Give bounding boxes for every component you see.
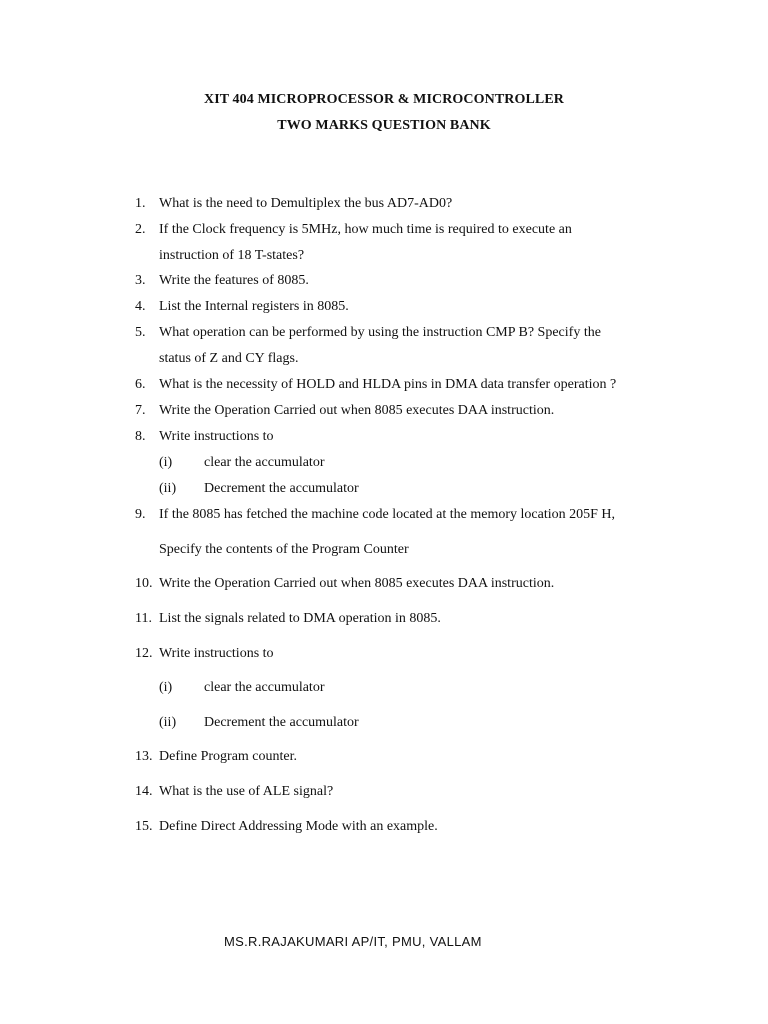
question-number: 9.	[135, 507, 146, 522]
question-number: 4.	[135, 299, 146, 314]
question-number: 3.	[135, 273, 146, 288]
question-text: Write the Operation Carried out when 8085 executes DAA instruction.	[159, 403, 555, 418]
question-number: 15.	[135, 819, 153, 834]
sub-item-text: Decrement the accumulator	[204, 715, 359, 730]
sub-item-label: (i)	[159, 680, 173, 695]
question-text: What is the use of ALE signal?	[159, 784, 334, 799]
question-number: 7.	[135, 403, 146, 418]
question-number: 10.	[135, 576, 153, 591]
question-text: Define Direct Addressing Mode with an example.	[159, 819, 438, 834]
question-number: 2.	[135, 222, 146, 237]
author-footer: MS.R.RAJAKUMARI AP/IT, PMU, VALLAM	[224, 934, 482, 949]
question-text: Define Program counter.	[159, 749, 298, 764]
question-text-continued: status of Z and CY flags.	[159, 351, 299, 366]
question-text-continued: instruction of 18 T-states?	[159, 248, 305, 263]
question-text: What is the necessity of HOLD and HLDA pins in DMA data transfer operation ?	[159, 377, 617, 392]
sub-item-label: (ii)	[159, 715, 177, 730]
sub-item-text: clear the accumulator	[204, 455, 325, 470]
question-number: 14.	[135, 784, 153, 799]
question-text: Write instructions to	[159, 429, 274, 444]
question-text-continued: Specify the contents of the Program Counter	[159, 542, 409, 557]
document-subtitle: TWO MARKS QUESTION BANK	[277, 118, 491, 133]
sub-item-label: (ii)	[159, 481, 177, 496]
question-number: 1.	[135, 196, 146, 211]
course-title: XIT 404 MICROPROCESSOR & MICROCONTROLLER	[204, 92, 564, 107]
sub-item-text: Decrement the accumulator	[204, 481, 359, 496]
question-text: If the 8085 has fetched the machine code located at the memory location 205F H,	[159, 507, 616, 522]
sub-item-text: clear the accumulator	[204, 680, 325, 695]
question-text: What is the need to Demultiplex the bus AD7-AD0?	[159, 196, 453, 211]
question-number: 8.	[135, 429, 146, 444]
question-text: Write the features of 8085.	[159, 273, 309, 288]
question-text: If the Clock frequency is 5MHz, how much time is required to execute an	[159, 222, 572, 237]
question-number: 6.	[135, 377, 146, 392]
question-number: 12.	[135, 646, 153, 661]
question-text: List the Internal registers in 8085.	[159, 299, 349, 314]
question-text: What operation can be performed by using the instruction CMP B? Specify the	[159, 325, 601, 340]
question-text: Write the Operation Carried out when 8085 executes DAA instruction.	[159, 576, 555, 591]
question-number: 5.	[135, 325, 146, 340]
question-text: List the signals related to DMA operation in 8085.	[159, 611, 441, 626]
question-number: 11.	[135, 611, 152, 626]
sub-item-label: (i)	[159, 455, 173, 470]
question-number: 13.	[135, 749, 153, 764]
question-text: Write instructions to	[159, 646, 274, 661]
